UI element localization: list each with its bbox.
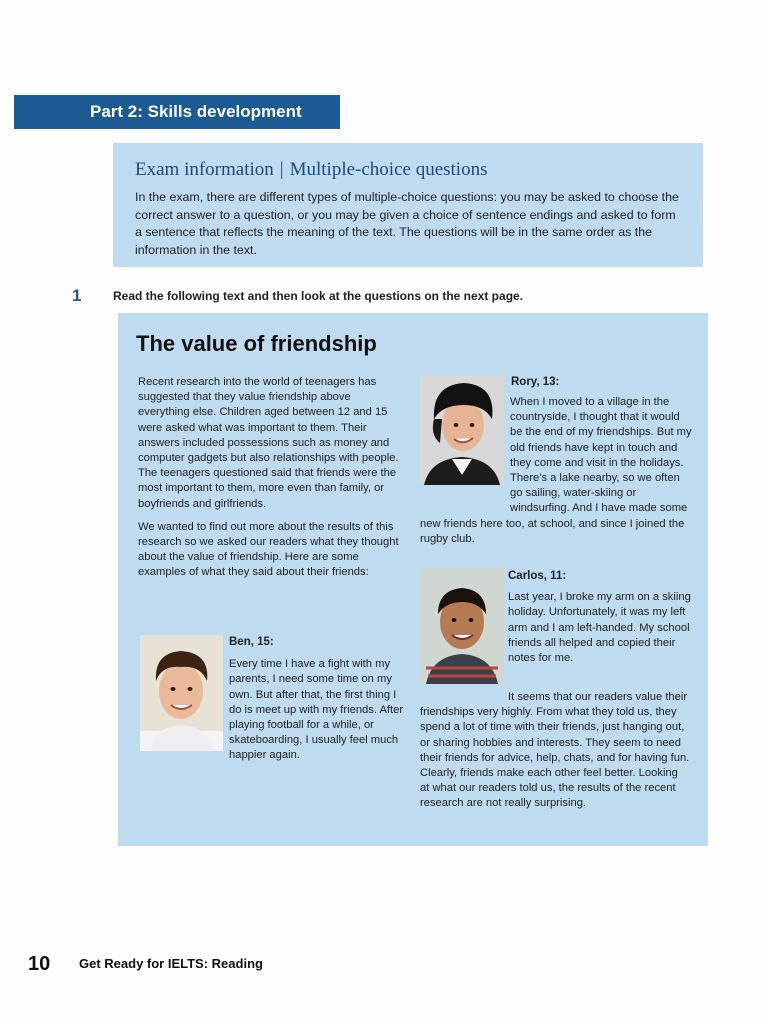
article-title: The value of friendship	[136, 331, 377, 356]
carlos-portrait-image	[420, 568, 504, 684]
exam-information-box	[113, 143, 703, 267]
rory-name: Rory, 13:	[511, 376, 560, 388]
question-number: 1	[72, 286, 82, 305]
exam-title-left: Exam information	[135, 159, 274, 180]
page-number: 10	[28, 953, 51, 975]
exam-box-body: In the exam, there are different types of multiple-choice questions: you may be asked to choose the correct answer to a question, or you may be given a choice of sentence endings and asked to form a sentence that reflects the meaning of the text. The questions will be in the same order as the information in the text.	[135, 190, 679, 257]
article-intro-column	[138, 375, 400, 581]
article-intro-paragraph: Recent research into the world of teenagers has suggested that they value friendship above everything else. Children aged between 12 and 15 were asked what was important to them. Their answers included possessions such as money and computer gadgets but also relationships with people. The teenagers questioned said that friends were the most important to them, more even than family, or boyfriends and girlfriends.	[138, 376, 399, 510]
rory-quote: When I moved to a village in the countryside, I thought that it would be the end of my friendships. But my old friends have kept in touch and they come and visit in the holidays. There's a lake nearby, so we often go sailing, water-skiing or windsurfing. And I have made some new friends here too, at school, and since I joined the rugby club.	[420, 396, 692, 545]
ben-name: Ben, 15:	[229, 636, 274, 648]
book-title: Get Ready for IELTS: Reading	[79, 956, 263, 971]
carlos-quote: Last year, I broke my arm on a skiing holiday. Unfortunately, it was my left arm and I am left-handed. My school friends all helped and copied their notes for me.	[508, 591, 691, 665]
ben-quote-block	[229, 635, 404, 764]
rory-heading	[511, 375, 691, 390]
rory-quote-block	[420, 395, 692, 547]
ben-quote: Every time I have a fight with my parents, I need some time on my own. But after that, the first thing I do is meet up with my friends. After playing football for a while, or skateboarding, I usually feel much happier again.	[229, 658, 404, 762]
rory-photo-float-spacer	[420, 395, 510, 503]
article-conclusion-block	[420, 690, 690, 812]
carlos-name: Carlos, 11:	[508, 570, 567, 582]
article-conclusion: It seems that our readers value their friendships very highly. From what they told us, they spend a lot of time with their friends, just hanging out, or sharing hobbies and interests. They seem to need their friends for advice, help, chats, and for having fun. Clearly, friends make each other feel better. Looking at what our readers told us, the results of the recent research are not really surprising.	[420, 691, 690, 810]
exam-title-separator: |	[279, 159, 284, 180]
exam-title-right: Multiple-choice questions	[289, 159, 488, 180]
exam-box-title	[135, 159, 681, 181]
article-panel	[118, 313, 708, 846]
ben-photo	[140, 635, 223, 751]
question-instruction: Read the following text and then look at the questions on the next page.	[113, 289, 524, 303]
ben-portrait-image	[140, 635, 223, 751]
article-intro-paragraph-2: We wanted to find out more about the results of this research so we asked our readers what they thought about the value of friendship. Here are some examples of what they said about their friends:	[138, 520, 399, 579]
carlos-quote-block	[508, 569, 692, 666]
carlos-photo	[420, 568, 504, 684]
section-banner: Part 2: Skills development	[14, 95, 340, 129]
